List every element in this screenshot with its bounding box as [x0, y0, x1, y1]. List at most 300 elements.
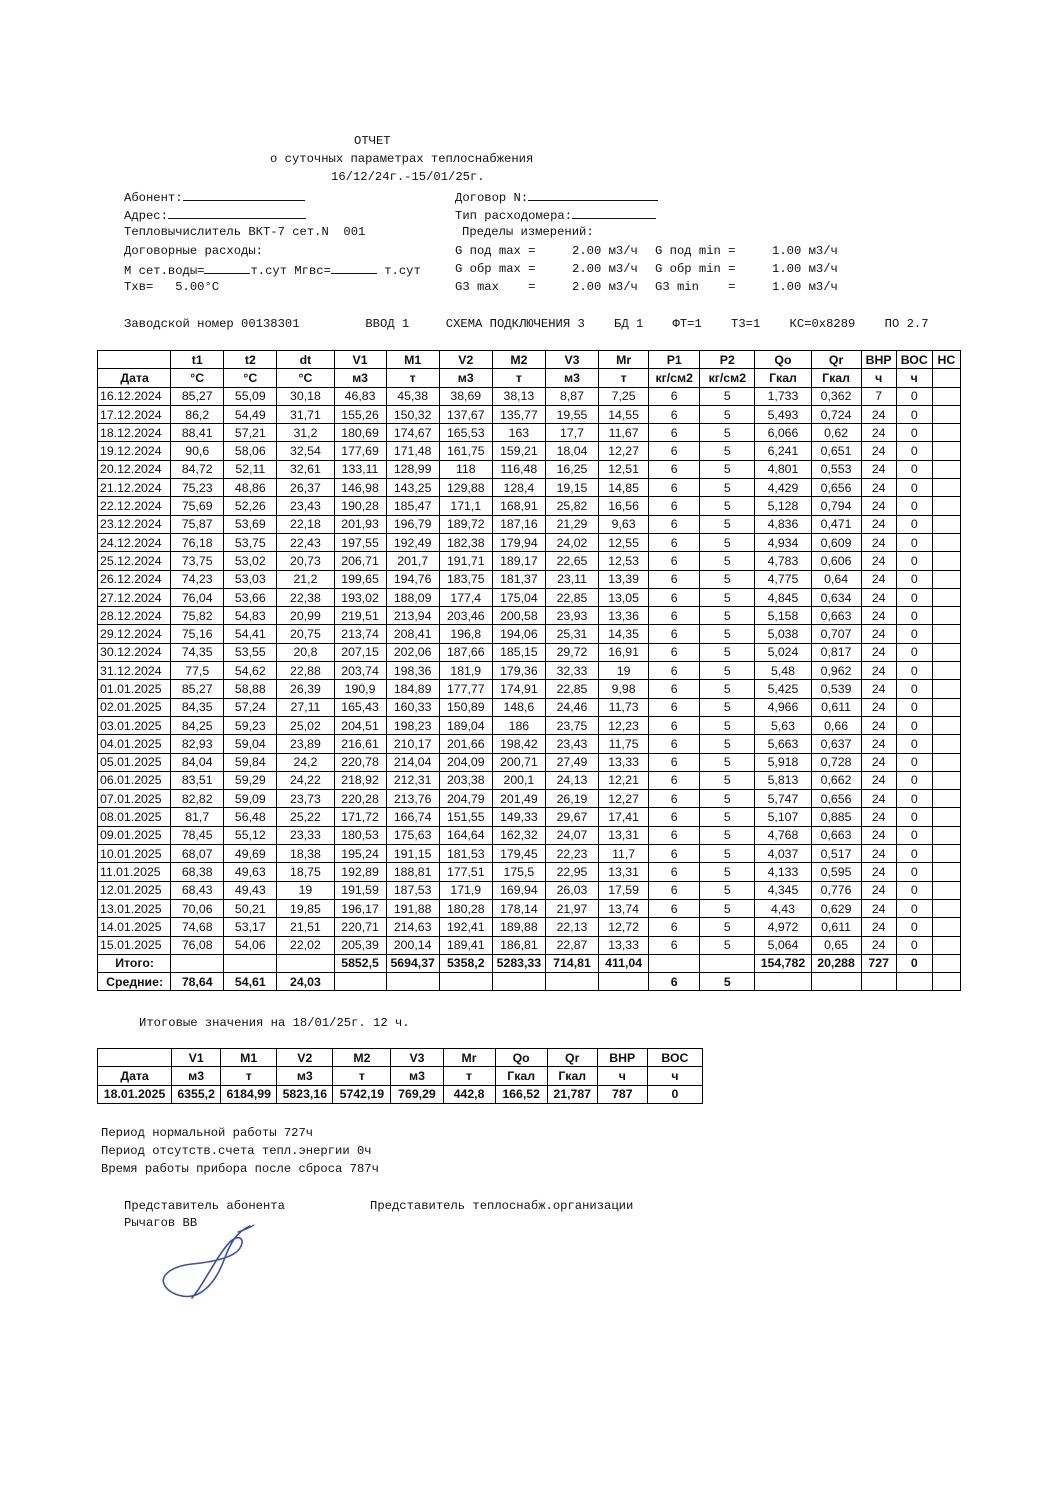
table-cell: 90,6	[171, 442, 224, 460]
table-cell: 17,7	[545, 424, 598, 442]
table-cell: 11,7	[599, 845, 649, 863]
table-row	[98, 698, 961, 716]
table-cell	[700, 954, 755, 972]
table-cell: 08.01.2025	[98, 808, 171, 826]
table-cell: 17,59	[599, 881, 649, 899]
table-cell: 0	[896, 424, 932, 442]
table-cell: 4,966	[755, 698, 811, 716]
table-cell: V3	[545, 351, 598, 369]
table-cell: 0	[896, 716, 932, 734]
table-cell: 23,75	[545, 716, 598, 734]
table-cell: 5	[700, 973, 755, 991]
table-cell: 191,59	[334, 881, 386, 899]
table-cell: 24	[861, 588, 896, 606]
table-row	[98, 607, 961, 625]
table-cell: 24	[861, 570, 896, 588]
table-cell: 15.01.2025	[98, 936, 171, 954]
table-cell: ч	[896, 369, 932, 387]
table-row	[98, 424, 961, 442]
table-cell: 146,98	[334, 479, 386, 497]
table-cell: 22,87	[545, 936, 598, 954]
contract-flows-label: Договорные расходы:	[124, 244, 263, 258]
table-cell: Дата	[98, 369, 171, 387]
table-cell: 118	[439, 460, 492, 478]
table-cell: 169,94	[492, 881, 545, 899]
table-cell: 190,9	[334, 680, 386, 698]
table-cell: 5	[700, 588, 755, 606]
table-row	[98, 625, 961, 643]
table-cell: 177,77	[439, 680, 492, 698]
table-cell: 16.12.2024	[98, 387, 171, 405]
table-cell: 18,04	[545, 442, 598, 460]
table-cell: 201,49	[492, 790, 545, 808]
table-cell: 75,87	[171, 515, 224, 533]
table-cell: 194,76	[386, 570, 439, 588]
table-cell: 12,21	[599, 771, 649, 789]
table-cell	[277, 954, 334, 972]
report-title: ОТЧЕТ	[354, 134, 391, 148]
table-cell: 24	[861, 643, 896, 661]
table-row	[98, 1085, 703, 1103]
table-cell: 0	[896, 625, 932, 643]
table-cell: 24	[861, 607, 896, 625]
table-cell: 714,81	[545, 954, 598, 972]
table-cell: °C	[277, 369, 334, 387]
table-cell: 29,72	[545, 643, 598, 661]
table-cell: 24	[861, 790, 896, 808]
table-cell: 189,41	[439, 936, 492, 954]
daily-parameters-table	[97, 350, 961, 991]
table-cell: M2	[492, 351, 545, 369]
table-cell: 150,32	[386, 405, 439, 423]
table-cell: 70,06	[171, 899, 224, 917]
table-cell: 5	[700, 515, 755, 533]
table-cell: 116,48	[492, 460, 545, 478]
table-cell: Средние:	[98, 973, 171, 991]
table-cell: 4,801	[755, 460, 811, 478]
table-cell: 24	[861, 808, 896, 826]
table-cell: 5	[700, 899, 755, 917]
table-cell: 220,28	[334, 790, 386, 808]
table-cell	[932, 698, 960, 716]
table-cell: 4,845	[755, 588, 811, 606]
table-cell: 199,65	[334, 570, 386, 588]
table-cell: 11,75	[599, 735, 649, 753]
table-cell: 26,39	[277, 680, 334, 698]
table-cell: ВОС	[896, 351, 932, 369]
header-row	[98, 351, 961, 369]
table-cell: 0	[896, 442, 932, 460]
table-cell	[932, 680, 960, 698]
table-cell: 5	[700, 405, 755, 423]
table-cell: 0,637	[811, 735, 861, 753]
table-cell: 185,47	[386, 497, 439, 515]
table-cell: 49,69	[224, 845, 277, 863]
table-cell: 31.12.2024	[98, 662, 171, 680]
table-cell	[932, 460, 960, 478]
table-cell	[98, 351, 171, 369]
table-row	[98, 387, 961, 405]
table-cell: M1	[221, 1049, 277, 1067]
summary-caption: Итоговые значения на 18/01/25г. 12 ч.	[139, 1016, 410, 1030]
table-cell: м3	[391, 1067, 443, 1085]
meter-type-field	[455, 207, 656, 223]
table-cell: 129,88	[439, 479, 492, 497]
table-cell: 24,22	[277, 771, 334, 789]
table-cell: 0	[896, 588, 932, 606]
table-cell: 21,29	[545, 515, 598, 533]
contract-field	[455, 189, 658, 205]
table-cell: 442,8	[443, 1085, 495, 1103]
table-cell: 13.01.2025	[98, 899, 171, 917]
table-cell: т	[333, 1067, 391, 1085]
table-cell: 09.01.2025	[98, 826, 171, 844]
table-cell: 6	[649, 570, 700, 588]
table-cell: 74,23	[171, 570, 224, 588]
table-cell: 166,52	[495, 1085, 547, 1103]
table-cell: 0	[896, 662, 932, 680]
table-cell: 68,07	[171, 845, 224, 863]
table-cell: 5,663	[755, 735, 811, 753]
table-cell: 6	[649, 625, 700, 643]
table-cell	[932, 753, 960, 771]
table-cell: 219,51	[334, 607, 386, 625]
table-cell: 182,38	[439, 533, 492, 551]
table-cell: 59,04	[224, 735, 277, 753]
table-cell: 76,04	[171, 588, 224, 606]
table-cell: 73,75	[171, 552, 224, 570]
table-cell: 198,36	[386, 662, 439, 680]
table-cell: 4,836	[755, 515, 811, 533]
table-row	[98, 808, 961, 826]
table-cell: 180,69	[334, 424, 386, 442]
table-cell: 23.12.2024	[98, 515, 171, 533]
table-cell	[932, 515, 960, 533]
table-cell: 0	[896, 552, 932, 570]
table-cell: 24	[861, 662, 896, 680]
table-cell: 18.01.2025	[98, 1085, 172, 1103]
table-row	[98, 753, 961, 771]
table-cell: 54,49	[224, 405, 277, 423]
table-cell: 0	[896, 863, 932, 881]
table-row	[98, 899, 961, 917]
table-cell: 18.12.2024	[98, 424, 171, 442]
table-cell: 0	[896, 698, 932, 716]
table-cell: 5	[700, 497, 755, 515]
table-cell: 11,67	[599, 424, 649, 442]
table-cell: 143,25	[386, 479, 439, 497]
table-cell: 21,97	[545, 899, 598, 917]
table-cell: 4,43	[755, 899, 811, 917]
table-cell: 4,345	[755, 881, 811, 899]
table-cell: 23,73	[277, 790, 334, 808]
table-cell: т	[386, 369, 439, 387]
table-cell: 24	[861, 753, 896, 771]
table-cell: 200,58	[492, 607, 545, 625]
table-cell: t1	[171, 351, 224, 369]
table-cell: 19,15	[545, 479, 598, 497]
table-cell: 5,038	[755, 625, 811, 643]
table-cell: 0	[647, 1085, 702, 1103]
table-cell: 5358,2	[439, 954, 492, 972]
table-cell: 25,22	[277, 808, 334, 826]
table-cell: 59,23	[224, 716, 277, 734]
table-cell: 0,656	[811, 790, 861, 808]
table-cell: 164,64	[439, 826, 492, 844]
table-cell	[492, 973, 545, 991]
table-cell: 24,2	[277, 753, 334, 771]
table-cell: 5	[700, 881, 755, 899]
table-cell: 213,76	[386, 790, 439, 808]
table-cell: 22,38	[277, 588, 334, 606]
table-cell	[649, 954, 700, 972]
table-cell: 191,71	[439, 552, 492, 570]
table-cell: 6184,99	[221, 1085, 277, 1103]
table-cell: 22,85	[545, 588, 598, 606]
table-cell: 6	[649, 515, 700, 533]
table-cell: 0	[896, 735, 932, 753]
table-cell: 57,21	[224, 424, 277, 442]
table-cell: 5	[700, 808, 755, 826]
table-cell: 21,2	[277, 570, 334, 588]
table-cell: 5	[700, 387, 755, 405]
table-cell: 190,28	[334, 497, 386, 515]
table-cell: 29.12.2024	[98, 625, 171, 643]
table-cell: 25,31	[545, 625, 598, 643]
table-cell: 75,69	[171, 497, 224, 515]
table-cell	[932, 899, 960, 917]
table-cell: 76,18	[171, 533, 224, 551]
table-row	[98, 533, 961, 551]
table-cell: 4,934	[755, 533, 811, 551]
table-cell: 32,33	[545, 662, 598, 680]
units-row	[98, 1067, 703, 1085]
table-cell: 78,45	[171, 826, 224, 844]
table-cell	[932, 973, 960, 991]
table-cell: 59,29	[224, 771, 277, 789]
table-cell: 6	[649, 424, 700, 442]
table-cell: 53,66	[224, 588, 277, 606]
table-cell: 6	[649, 845, 700, 863]
table-cell: 0,65	[811, 936, 861, 954]
table-row	[98, 570, 961, 588]
table-cell: 186	[492, 716, 545, 734]
table-cell: 5	[700, 771, 755, 789]
table-cell: Mr	[443, 1049, 495, 1067]
table-cell: 6	[649, 460, 700, 478]
table-cell: 12.01.2025	[98, 881, 171, 899]
table-cell: 27.12.2024	[98, 588, 171, 606]
table-cell	[599, 973, 649, 991]
table-cell: т	[492, 369, 545, 387]
table-cell: 5,813	[755, 771, 811, 789]
table-cell	[896, 973, 932, 991]
table-cell: 13,74	[599, 899, 649, 917]
table-cell	[932, 881, 960, 899]
table-cell: 24	[861, 936, 896, 954]
table-cell: 48,86	[224, 479, 277, 497]
table-cell: 214,63	[386, 918, 439, 936]
table-cell: 55,09	[224, 387, 277, 405]
table-cell: 0,794	[811, 497, 861, 515]
table-row	[98, 845, 961, 863]
g3-min: G3 min = 1.00 м3/ч	[655, 280, 838, 294]
table-cell: 5	[700, 863, 755, 881]
table-cell: 16,91	[599, 643, 649, 661]
table-cell: 4,768	[755, 826, 811, 844]
table-cell: 4,972	[755, 918, 811, 936]
table-cell	[932, 387, 960, 405]
table-cell: 174,91	[492, 680, 545, 698]
table-cell: 02.01.2025	[98, 698, 171, 716]
table-cell: 189,04	[439, 716, 492, 734]
table-cell: 165,43	[334, 698, 386, 716]
table-cell: Mr	[599, 351, 649, 369]
table-cell: 05.01.2025	[98, 753, 171, 771]
table-cell: 0,539	[811, 680, 861, 698]
table-cell: 218,92	[334, 771, 386, 789]
table-cell: 12,55	[599, 533, 649, 551]
table-cell: 10.01.2025	[98, 845, 171, 863]
table-cell: 5742,19	[333, 1085, 391, 1103]
table-cell: 74,35	[171, 643, 224, 661]
table-cell: 5	[700, 442, 755, 460]
contract-blank	[528, 189, 658, 201]
table-cell: Qr	[811, 351, 861, 369]
table-cell: 6	[649, 808, 700, 826]
table-cell: M2	[333, 1049, 391, 1067]
table-cell: 23,43	[277, 497, 334, 515]
table-cell: 75,82	[171, 607, 224, 625]
table-cell: 18,38	[277, 845, 334, 863]
table-cell: 0	[896, 570, 932, 588]
table-cell: 7,25	[599, 387, 649, 405]
table-cell: 14,85	[599, 479, 649, 497]
table-cell: 24	[861, 442, 896, 460]
table-cell	[932, 662, 960, 680]
table-cell: 0,885	[811, 808, 861, 826]
table-cell: 24	[861, 716, 896, 734]
table-cell: 159,21	[492, 442, 545, 460]
table-cell: 24,07	[545, 826, 598, 844]
table-cell: 24	[861, 918, 896, 936]
table-row	[98, 479, 961, 497]
table-cell: 24	[861, 552, 896, 570]
table-cell: 5	[700, 698, 755, 716]
table-cell	[755, 973, 811, 991]
g-obr-min: G обр min = 1.00 м3/ч	[655, 262, 838, 276]
table-cell	[932, 936, 960, 954]
table-cell: 0,663	[811, 826, 861, 844]
table-cell	[932, 552, 960, 570]
table-cell	[932, 735, 960, 753]
table-cell: 6	[649, 442, 700, 460]
table-row	[98, 552, 961, 570]
table-cell: 0,662	[811, 771, 861, 789]
table-cell: 0	[896, 808, 932, 826]
table-cell: 0,595	[811, 863, 861, 881]
table-cell: 196,8	[439, 625, 492, 643]
table-cell: 24	[861, 680, 896, 698]
table-cell: 208,41	[386, 625, 439, 643]
table-cell: 201,66	[439, 735, 492, 753]
table-cell: НС	[932, 351, 960, 369]
table-cell: 5	[700, 662, 755, 680]
table-cell: 14,35	[599, 625, 649, 643]
table-cell: 22,85	[545, 680, 598, 698]
table-cell: 5283,33	[492, 954, 545, 972]
table-cell: 0,362	[811, 387, 861, 405]
table-cell: 6	[649, 881, 700, 899]
table-cell: 213,94	[386, 607, 439, 625]
table-cell: 12,27	[599, 442, 649, 460]
totals-row	[98, 954, 961, 972]
table-cell: 18,75	[277, 863, 334, 881]
table-cell: 30.12.2024	[98, 643, 171, 661]
table-cell: 165,53	[439, 424, 492, 442]
table-cell: 6	[649, 387, 700, 405]
table-cell: 161,75	[439, 442, 492, 460]
table-cell: 13,39	[599, 570, 649, 588]
table-cell: M1	[386, 351, 439, 369]
table-cell: 27,11	[277, 698, 334, 716]
table-cell: 0,611	[811, 918, 861, 936]
table-cell: 55,12	[224, 826, 277, 844]
table-cell: 88,41	[171, 424, 224, 442]
table-cell: м3	[545, 369, 598, 387]
table-cell: 202,06	[386, 643, 439, 661]
table-cell: 6	[649, 716, 700, 734]
table-cell	[386, 973, 439, 991]
m-set-line	[124, 262, 421, 278]
table-cell: т	[221, 1067, 277, 1085]
table-cell: 9,63	[599, 515, 649, 533]
table-cell: 155,26	[334, 405, 386, 423]
table-cell: 24	[861, 899, 896, 917]
table-cell: Гкал	[811, 369, 861, 387]
table-cell: 6	[649, 607, 700, 625]
contract-label: Договор N:	[455, 191, 529, 205]
g-pod-max: G под max = 2.00 м3/ч	[455, 244, 638, 258]
table-cell: 6	[649, 588, 700, 606]
table-cell: 8,87	[545, 387, 598, 405]
table-cell: 6	[649, 479, 700, 497]
table-cell: ВОС	[647, 1049, 702, 1067]
table-cell: 5,425	[755, 680, 811, 698]
table-cell: Гкал	[495, 1067, 547, 1085]
table-cell: 178,14	[492, 899, 545, 917]
table-cell: 6	[649, 899, 700, 917]
table-cell: т	[599, 369, 649, 387]
table-cell: 201,93	[334, 515, 386, 533]
table-cell: 82,82	[171, 790, 224, 808]
table-cell: 769,29	[391, 1085, 443, 1103]
table-cell: ВНР	[861, 351, 896, 369]
m-set-blank	[204, 262, 250, 274]
table-cell: 24	[861, 460, 896, 478]
table-row	[98, 790, 961, 808]
table-cell: 19,85	[277, 899, 334, 917]
table-cell: 0,776	[811, 881, 861, 899]
table-cell: 0,962	[811, 662, 861, 680]
table-cell: Qo	[495, 1049, 547, 1067]
table-cell: 0	[896, 845, 932, 863]
table-cell: 206,71	[334, 552, 386, 570]
table-cell: 26.12.2024	[98, 570, 171, 588]
table-cell: 46,83	[334, 387, 386, 405]
table-cell: 5,064	[755, 936, 811, 954]
table-cell: 186,81	[492, 936, 545, 954]
